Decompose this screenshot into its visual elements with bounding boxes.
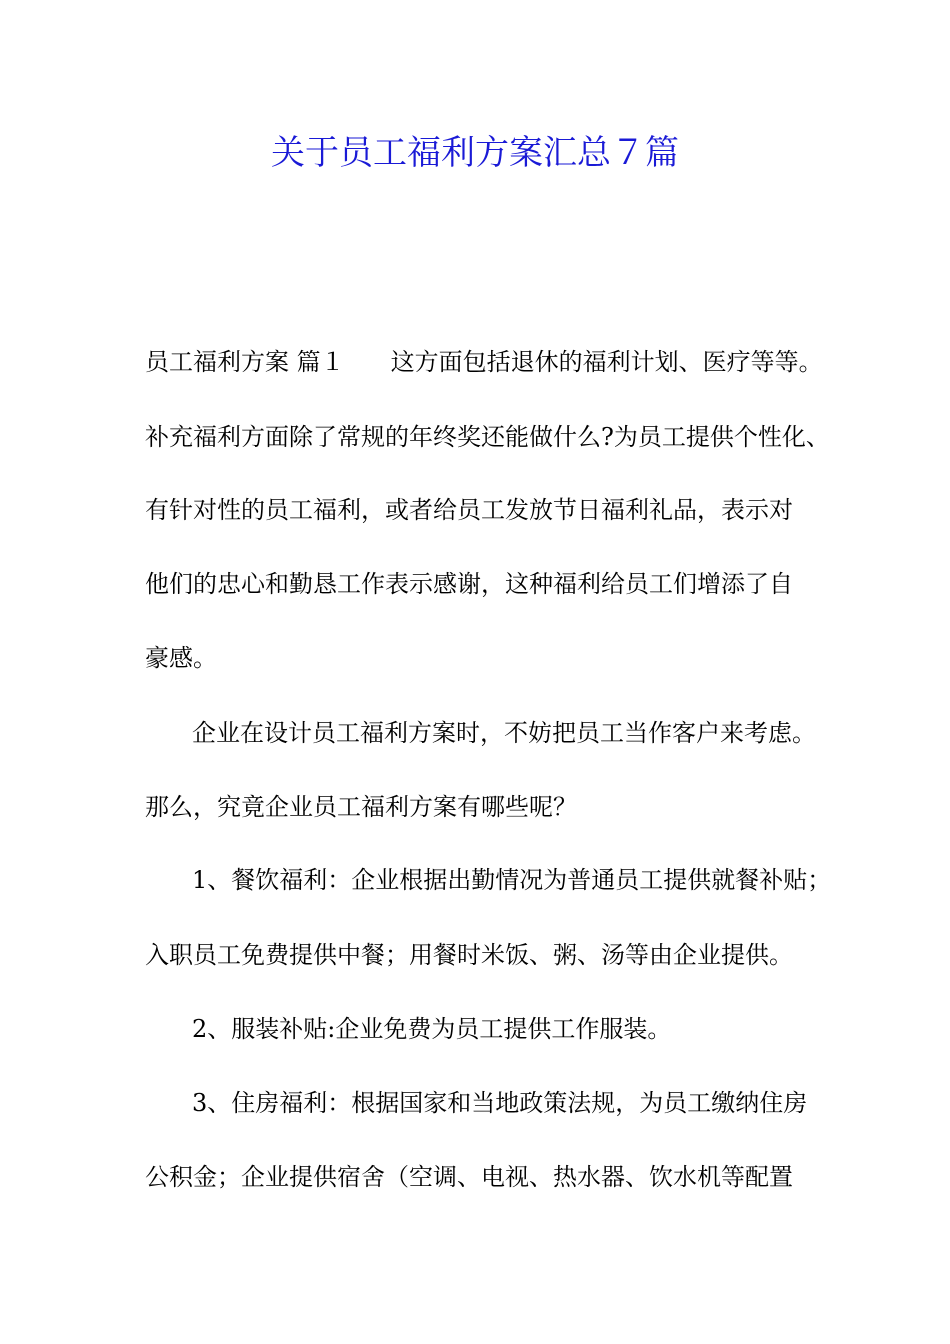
paragraph-line: 企业在设计员工福利方案时，不妨把员工当作客户来考虑。	[192, 719, 816, 747]
paragraph-line: 入职员工免费提供中餐；用餐时米饭、粥、汤等由企业提供。	[145, 941, 793, 969]
paragraph-line: 有针对性的员工福利，或者给员工发放节日福利礼品，表示对	[145, 496, 793, 524]
paragraph-line: 公积金；企业提供宿舍（空调、电视、热水器、饮水机等配置	[145, 1163, 793, 1191]
paragraph-line: 他们的忠心和勤恳工作表示感谢，这种福利给员工们增添了自	[145, 570, 793, 598]
paragraph-line	[145, 342, 823, 382]
section-heading: 员工福利方案 篇１	[145, 348, 345, 376]
paragraph-line: 那么，究竟企业员工福利方案有哪些呢？	[145, 793, 577, 821]
list-item: 2、服装补贴:企业免费为员工提供工作服装。	[192, 1015, 672, 1043]
paragraph-line: 补充福利方面除了常规的年终奖还能做什么?为员工提供个性化、	[145, 423, 830, 451]
document-title: 关于员工福利方案汇总７篇	[271, 133, 679, 173]
list-item: 3、住房福利：根据国家和当地政策法规，为员工缴纳住房	[192, 1089, 808, 1117]
list-item: 1、餐饮福利：企业根据出勤情况为普通员工提供就餐补贴；	[192, 866, 832, 894]
line-text: 这方面包括退休的福利计划、医疗等等。	[390, 348, 823, 376]
paragraph-line: 豪感。	[145, 644, 217, 672]
